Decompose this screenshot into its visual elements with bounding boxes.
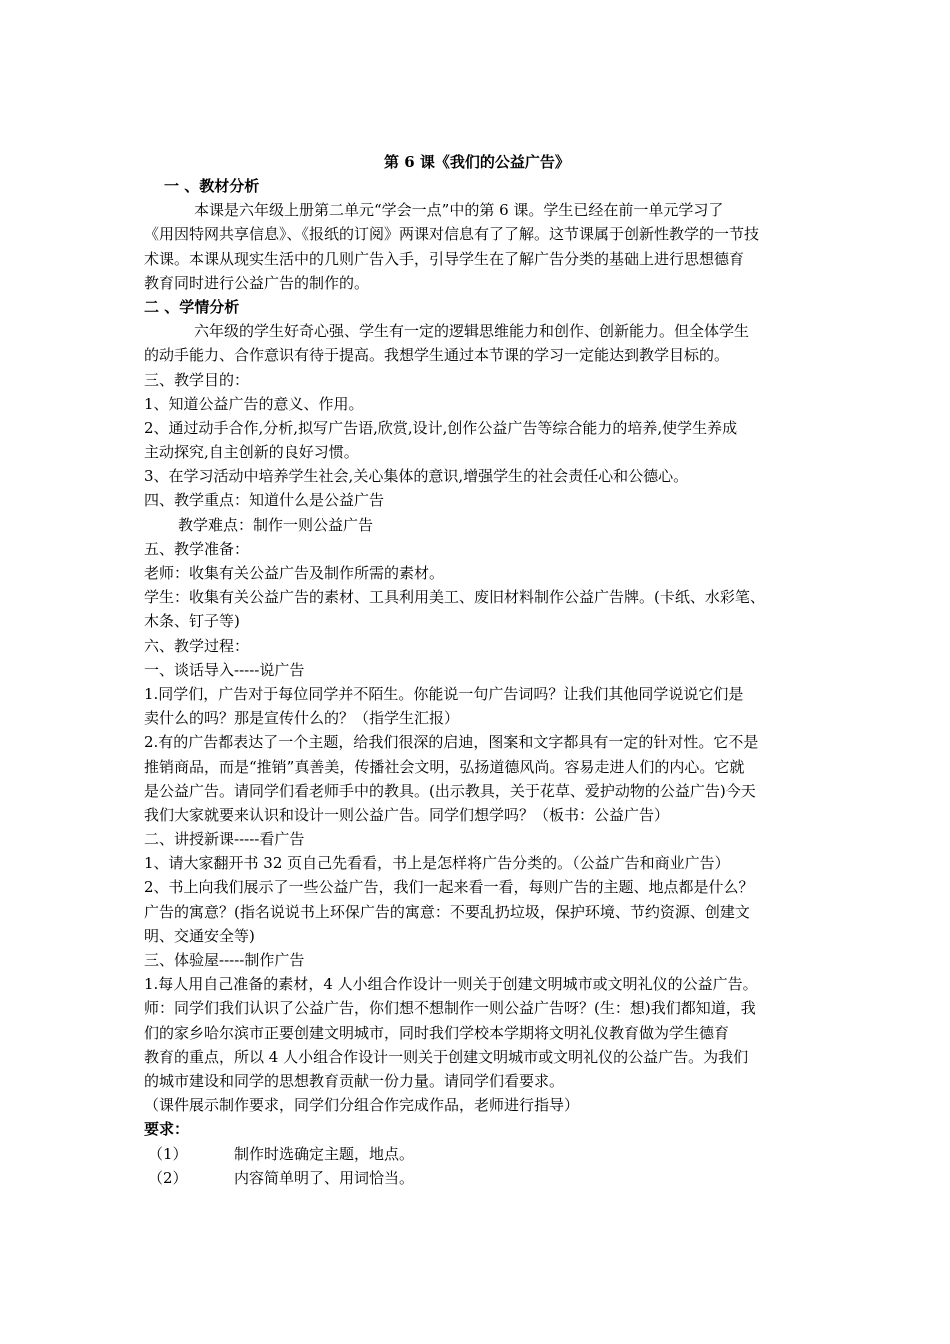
- process-line: 我们大家就要来认识和设计一则公益广告。同学们想学吗？（板书：公益广告）: [144, 805, 670, 824]
- heading-student-analysis: 二 、学情分析: [144, 297, 240, 316]
- paragraph-line: 的动手能力、合作意识有待于提高。我想学生通过本节课的学习一定能达到教学目标的。: [144, 346, 730, 365]
- prep-line: 木条、钉子等): [144, 612, 240, 631]
- process-line: 一、谈话导入-----说广告: [144, 660, 305, 679]
- process-line: 1.每人用自己准备的素材，4 人小组合作设计一则关于创建文明城市或文明礼仪的公益广告。: [144, 975, 758, 994]
- process-line: 广告的寓意？(指名说说书上环保广告的寓意：不要乱扔垃圾，保护环境、节约资源、创建文: [144, 902, 750, 921]
- heading-teaching-process: 六、教学过程：: [144, 636, 250, 655]
- requirement-text: 制作时选确定主题，地点。: [234, 1144, 415, 1163]
- paragraph-line: 《用因特网共享信息》、《报纸的订阅》两课对信息有了了解。这节课属于创新性教学的一节技: [144, 225, 760, 244]
- goal-line: 3、在学习活动中培养学生社会,关心集体的意识,增强学生的社会责任心和公德心。: [144, 467, 689, 486]
- heading-requirements: 要求：: [144, 1120, 190, 1139]
- requirement-item: [144, 1142, 810, 1166]
- paragraph-line: 本课是六年级上册第二单元“学会一点”中的第 6 课。学生已经在前一单元学习了: [194, 201, 724, 220]
- process-line: 教育的重点，所以 4 人小组合作设计一则关于创建文明城市或文明礼仪的公益广告。为我们: [144, 1047, 749, 1066]
- document-page: [144, 148, 810, 1190]
- process-line: 卖什么的吗？那是宣传什么的？（指学生汇报）: [144, 709, 460, 728]
- process-line: 明、交通安全等): [144, 926, 255, 945]
- process-line: （课件展示制作要求，同学们分组合作完成作品，老师进行指导）: [144, 1096, 580, 1115]
- prep-line: 老师：收集有关公益广告及制作所需的素材。: [144, 564, 445, 582]
- goal-line: 1、知道公益广告的意义、作用。: [144, 394, 364, 413]
- goal-line: 2、通过动手合作,分析,拟写广告语,欣赏,设计,创作公益广告等综合能力的培养,使学生养成: [144, 418, 738, 437]
- heading-textbook-analysis: 一 、教材分析: [164, 177, 260, 195]
- heading-teaching-preparation: 五、教学准备：: [144, 539, 250, 558]
- heading-teaching-goals: 三、教学目的：: [144, 370, 250, 389]
- process-line: 推销商品，而是“推销”真善美，传播社会文明，弘扬道德风尚。容易走进人们的内心。它就: [144, 757, 745, 776]
- teaching-difficulty: 教学难点：制作一则公益广告: [178, 515, 374, 534]
- requirement-number: （1）: [148, 1144, 188, 1163]
- lesson-title: 第 6 课《我们的公益广告》: [384, 153, 570, 171]
- paragraph-line: 教育同时进行公益广告的制作的。: [144, 273, 370, 292]
- process-line: 1.同学们，广告对于每位同学并不陌生。你能说一句广告词吗？让我们其他同学说说它们是: [144, 684, 744, 703]
- requirement-item: [144, 1166, 810, 1190]
- process-line: 2、书上向我们展示了一些公益广告，我们一起来看一看，每则广告的主题、地点都是什么？: [144, 878, 754, 897]
- prep-line: 学生：收集有关公益广告的素材、工具利用美工、废旧材料制作公益广告牌。(卡纸、水彩笔、: [144, 588, 765, 607]
- process-line: 2.有的广告都表达了一个主题，给我们很深的启迪，图案和文字都具有一定的针对性。它不是: [144, 733, 759, 752]
- process-line: 们的家乡哈尔滨市正要创建文明城市，同时我们学校本学期将文明礼仪教育做为学生德育: [144, 1023, 730, 1042]
- process-line: 的城市建设和同学的思想教育贡献一份力量。请同学们看要求。: [144, 1071, 565, 1090]
- paragraph-line: 六年级的学生好奇心强、学生有一定的逻辑思维能力和创作、创新能力。但全体学生: [194, 322, 750, 341]
- heading-teaching-focus: 四、教学重点：知道什么是公益广告: [144, 491, 385, 510]
- process-line: 三、体验屋-----制作广告: [144, 951, 305, 969]
- process-line: 是公益广告。请同学们看老师手中的教具。(出示教具，关于花草、爱护动物的公益广告)今天: [144, 781, 756, 800]
- requirement-text: 内容简单明了、用词恰当。: [234, 1168, 415, 1187]
- requirement-number: （2）: [148, 1168, 188, 1187]
- goal-line: 主动探究,自主创新的良好习惯。: [144, 443, 359, 462]
- process-line: 二、讲授新课-----看广告: [144, 830, 305, 849]
- process-line: 师：同学们我们认识了公益广告，你们想不想制作一则公益广告呀？(生：想)我们都知道，我: [144, 999, 756, 1018]
- process-line: 1、请大家翻开书 32 页自己先看看，书上是怎样将广告分类的。（公益广告和商业广告）: [144, 854, 730, 873]
- paragraph-line: 术课。本课从现实生活中的几则广告入手，引导学生在了解广告分类的基础上进行思想德育: [144, 249, 745, 268]
